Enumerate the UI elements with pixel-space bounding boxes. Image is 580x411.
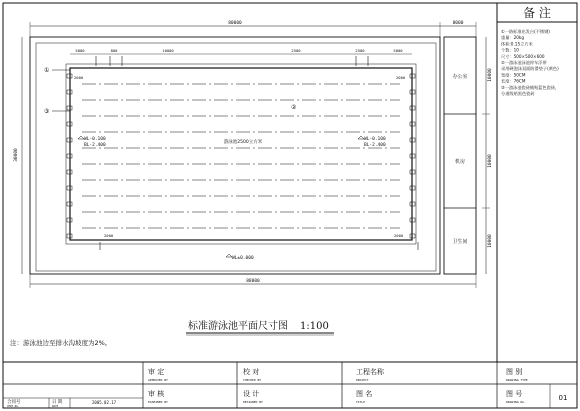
- callout-3: ③: [44, 108, 50, 115]
- bl-left: BL-2.400: [84, 143, 106, 148]
- remark-line: 个数：10: [501, 47, 519, 53]
- drawing-note: 注：游泳池边至排水沟坡度为2%。: [10, 339, 112, 347]
- dim-inner-bottom-right: 2000: [394, 233, 404, 238]
- tb-audit-en: EXAMINED BY: [148, 400, 168, 404]
- dim-left-total: 30000: [14, 148, 19, 162]
- remark-line: 宽度：50CM: [501, 72, 526, 78]
- remark-line: ②一游泳池泳池停车浮带: [501, 60, 547, 65]
- dim-right-3: 10000: [488, 234, 493, 248]
- dim-inner-top-5: 2500: [355, 48, 365, 53]
- drawing-title: 标准游泳池平面尺寸图: [188, 321, 288, 332]
- dim-inner-top-1: 5000: [75, 48, 85, 53]
- tb-drawing-name-en: TITLE: [356, 400, 366, 404]
- drawing-scale: 1:100: [300, 321, 329, 332]
- remarks-heading: 备 注: [523, 6, 551, 20]
- callout-2: ②: [291, 104, 297, 111]
- tb-audit-label: 审 核: [148, 390, 165, 398]
- wl-left: WL-0.100: [84, 137, 106, 142]
- tb-category-en: DRAWING TYPE: [506, 378, 528, 382]
- dim-inner-top-6: 5000: [393, 48, 403, 53]
- remark-line: ③一游泳池瓷砖铺贴蓝色瓷砖，: [501, 84, 560, 90]
- room-toilet: 卫生间: [452, 239, 468, 245]
- dim-inner-top-4: 2500: [291, 48, 301, 53]
- room-machine: 机房: [454, 159, 466, 165]
- tb-drawing-name-label: 图 名: [356, 390, 373, 398]
- dim-inner-right: 2000: [396, 75, 406, 80]
- room-office: 办公室: [452, 74, 468, 80]
- dim-top-total: 80000: [228, 21, 242, 26]
- tb-project-label: 工程名称: [356, 368, 384, 376]
- tb-cert-en: CERT.No.: [7, 405, 20, 408]
- dim-top-right: 8000: [452, 21, 464, 26]
- remark-line: 长度：76CM: [501, 78, 526, 84]
- tb-drawing-no: 01: [558, 394, 568, 402]
- dim-inner-left: 2000: [74, 75, 84, 80]
- tb-date-label: 日 期: [52, 400, 63, 405]
- dim-inner-top-2: 800: [110, 48, 118, 53]
- remark-line: 尺寸：500×500×600: [501, 53, 545, 59]
- dim-right-1: 10000: [488, 68, 493, 82]
- tb-check-label: 校 对: [243, 368, 260, 376]
- tb-date-value: 2005.02.17: [92, 400, 117, 405]
- remark-line: 采用硬泡沫双面防滑垫子(黄色): [501, 66, 559, 72]
- pool-label: 游泳池2500立方米: [223, 140, 263, 145]
- remark-line: 分道线贴黑色瓷砖: [501, 91, 535, 96]
- tb-category-label: 图 别: [506, 368, 523, 376]
- remark-line: 重量：20kg: [501, 35, 524, 41]
- dim-bottom-total: 88000: [246, 279, 260, 284]
- dim-right-2: 10000: [488, 154, 493, 168]
- wl-bottom: WL±0.000: [232, 256, 254, 261]
- dim-inner-bottom-left: 2000: [104, 233, 114, 238]
- tb-drawing-no-en: DRAWING No.: [506, 400, 526, 404]
- tb-drawing-no-label: 图 号: [506, 390, 523, 398]
- tb-review-label: 审 定: [148, 368, 165, 376]
- remark-line: 体积:0.15立方米: [501, 41, 533, 47]
- bl-right: BL-2.400: [364, 143, 386, 148]
- dim-inner-top-3: 10000: [162, 48, 174, 53]
- wl-right: WL-0.100: [364, 137, 386, 142]
- tb-project-en: PROJECT: [356, 378, 369, 382]
- tb-design-en: DESIGNED BY: [243, 400, 263, 404]
- tb-design-label: 设 计: [243, 390, 260, 398]
- callout-1: ①: [44, 67, 50, 74]
- remark-line: ①一防标准出发台(不锈钢): [501, 29, 550, 34]
- tb-review-en: APPROVED BY: [148, 378, 168, 382]
- tb-check-en: CHECKED BY: [243, 378, 262, 382]
- tb-cert-label: 合同号: [7, 400, 21, 405]
- tb-date-en: DATE: [52, 405, 59, 408]
